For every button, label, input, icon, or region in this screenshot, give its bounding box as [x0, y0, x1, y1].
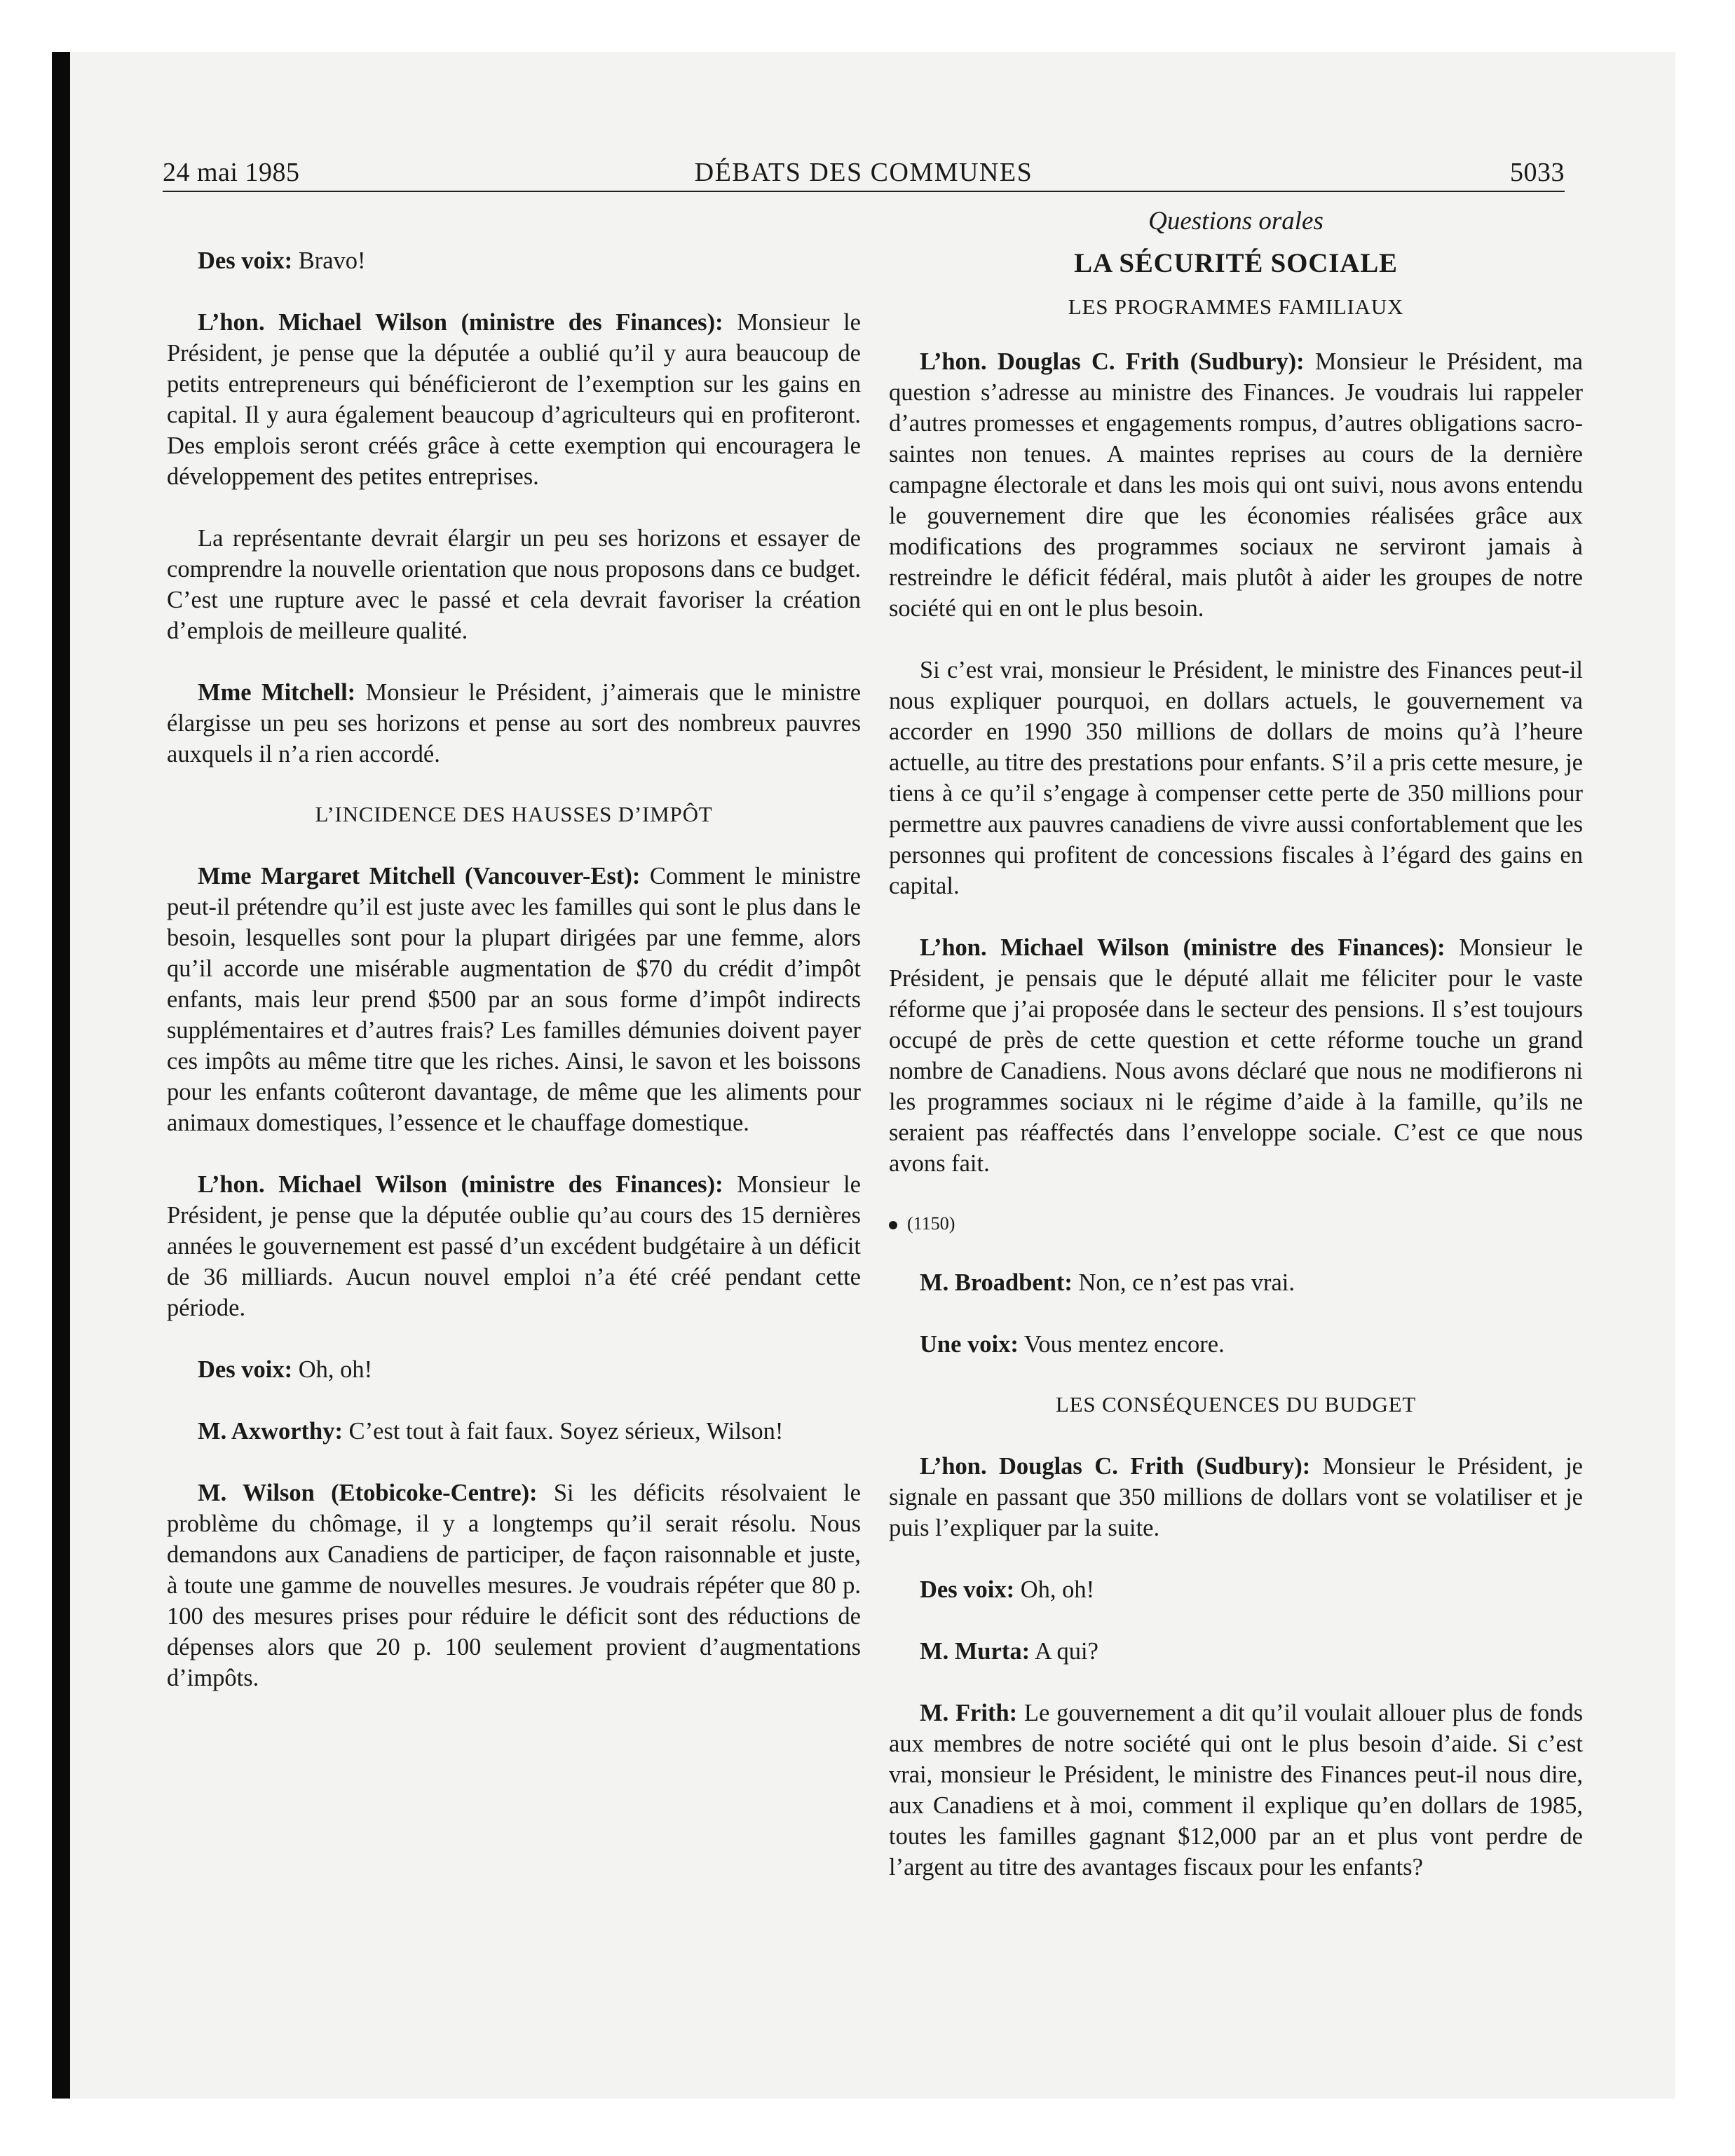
speaker-name: Une voix: — [920, 1331, 1019, 1358]
speech-paragraph — [167, 1354, 861, 1385]
speaker-name: M. Frith: — [920, 1700, 1018, 1726]
speech-text: Monsieur le Président, ma question s’adresse au ministre des Finances. Je voudrais lui rappeler d’autres promesses et engagements rompus, d’autres obligations sacro-saintes non tenues. A maintes reprises au cours de la dernière campagne électorale et dans les mois qui ont suivi, nous avons entendu le gouvernement dire que les économies réalisées grâce aux modifications des programmes sociaux ne serviront jamais à restreindre le déficit fédéral, mais plutôt à aider les groupes de notre société qui en ont le plus besoin. — [889, 348, 1583, 622]
speech-text: Comment le ministre peut-il prétendre qu’il est juste avec les familles qui sont le plus dans le besoin, lesquelles sont pour la plupart dirigées par une femme, alors qu’il accorde une misérable augmentation de $70 du crédit d’impôt enfants, mais leur prend $500 par an sous forme d’impôt indirects supplémentaires et d’autres frais? Les familles démunies doivent payer ces impôts au même titre que les riches. Ainsi, le savon et les boissons pour les enfants coûteront davantage, de même que les aliments pour animaux domestiques, l’essence et le chauffage domestique. — [167, 863, 861, 1136]
speaker-name: M. Broadbent: — [920, 1269, 1073, 1296]
scan-border — [52, 52, 70, 2099]
speaker-name: Des voix: — [920, 1576, 1015, 1603]
speech-paragraph — [167, 1416, 861, 1447]
speaker-name: M. Wilson (Etobicoke-Centre): — [198, 1480, 538, 1506]
speaker-name: L’hon. Michael Wilson (ministre des Finances): — [920, 934, 1445, 961]
bullet-icon — [889, 1221, 897, 1229]
header-rule — [163, 191, 1565, 192]
speech-paragraph — [889, 655, 1583, 901]
speech-text: Monsieur le Président, je pense que la députée oublie qu’au cours des 15 dernières années le gouvernement est passé d’un excédent budgétaire à un déficit de 36 milliards. Aucun nouvel emploi n’a été créé pendant cette période. — [167, 1171, 861, 1321]
speech-text: Monsieur le Président, je signale en passant que 350 millions de dollars vont se volatiliser et je puis l’expliquer par la suite. — [889, 1453, 1583, 1541]
speech-paragraph — [889, 1451, 1583, 1543]
speaker-name: L’hon. Douglas C. Frith (Sudbury): — [920, 1453, 1311, 1480]
speech-paragraph — [889, 346, 1583, 624]
subject-heading: LES PROGRAMMES FAMILIAUX — [1068, 294, 1404, 319]
subject-heading: L’INCIDENCE DES HAUSSES D’IMPÔT — [315, 802, 713, 826]
running-header — [163, 156, 1565, 192]
left-column — [167, 205, 861, 1724]
speech-text: Vous mentez encore. — [1023, 1331, 1225, 1358]
time-marker — [889, 1210, 1583, 1238]
speaker-name: L’hon. Douglas C. Frith (Sudbury): — [920, 348, 1305, 375]
speaker-name: M. Axworthy: — [198, 1418, 343, 1445]
speech-paragraph — [167, 1169, 861, 1323]
speech-paragraph — [889, 932, 1583, 1179]
time-stamp: (1150) — [907, 1213, 955, 1234]
speech-text: Oh, oh! — [298, 1356, 373, 1383]
speech-paragraph — [889, 1574, 1583, 1605]
speech-text: Non, ce n’est pas vrai. — [1078, 1269, 1295, 1296]
speaker-name: Mme Margaret Mitchell (Vancouver-Est): — [198, 863, 641, 889]
speech-text: C’est tout à fait faux. Soyez sérieux, Wilson! — [348, 1418, 784, 1445]
speaker-name: Des voix: — [198, 1356, 293, 1383]
speech-paragraph — [167, 677, 861, 770]
speech-text: Oh, oh! — [1020, 1576, 1095, 1603]
speech-paragraph — [167, 1478, 861, 1693]
speech-text: Monsieur le Président, je pensais que le député allait me féliciter pour le vaste réforme que j’ai proposée dans le secteur des pensions. Il s’est toujours occupé de près de cette question et cette réforme touche un grand nombre de Canadiens. Nous avons déclaré que nous ne modifierons ni les programmes sociaux ni le régime d’aide à la famille, qu’ils ne seraient pas réaffectés dans l’enveloppe sociale. C’est ce que nous avons fait. — [889, 934, 1583, 1177]
speaker-name: M. Murta: — [920, 1638, 1030, 1665]
speech-text: A qui? — [1034, 1638, 1098, 1665]
header-date: 24 mai 1985 — [163, 158, 300, 187]
header-page-number: 5033 — [1510, 158, 1565, 187]
scan-margin — [1686, 52, 1735, 2099]
header-title: DÉBATS DES COMMUNES — [694, 158, 1033, 187]
speaker-name: L’hon. Michael Wilson (ministre des Finances): — [198, 309, 723, 336]
speech-paragraph — [167, 523, 861, 646]
subject-heading: LES CONSÉQUENCES DU BUDGET — [1055, 1392, 1417, 1417]
speech-text: Si c’est vrai, monsieur le Président, le ministre des Finances peut-il nous expliquer pourquoi, en dollars actuels, le gouvernement va accorder en 1990 350 millions de dollars de moins qu’à l’heure actuelle, au titre des prestations pour enfants. S’il a pris cette mesure, je tiens à ce qu’il s’engage à compenser cette perte de 350 millions pour permettre aux pauvres canadiens de vivre aussi confortablement que les personnes qui profitent de concessions fiscales à l’égard des gains en capital. — [889, 657, 1583, 899]
speech-text: Le gouvernement a dit qu’il voulait allouer plus de fonds aux membres de notre société qui ont le plus besoin d’aide. Si c’est vrai, monsieur le Président, le ministre des Finances peut-il nous dire, aux Canadiens et à moi, comment il explique qu’en dollars de 1985, toutes les familles gagnant $12,000 par an et plus vont perdre de l’argent au titre des avantages fiscaux pour les enfants? — [889, 1700, 1584, 1881]
speech-paragraph — [889, 1636, 1583, 1667]
speech-text: Monsieur le Président, je pense que la députée a oublié qu’il y aura beaucoup de petits entrepreneurs qui bénéficieront de l’exemption sur les gains en capital. Il y aura également beaucoup d’agriculteurs qui en profiteront. Des emplois seront créés grâce à cette exemption qui encouragera le développement des petites entreprises. — [167, 309, 861, 490]
speech-paragraph — [889, 1329, 1583, 1360]
speech-text: Bravo! — [298, 247, 366, 274]
speech-paragraph — [889, 1698, 1583, 1883]
right-column — [889, 205, 1583, 1913]
speech-paragraph — [167, 307, 861, 492]
speech-paragraph — [167, 245, 861, 276]
speech-paragraph — [167, 861, 861, 1138]
speaker-name: Des voix: — [198, 247, 293, 274]
speech-text: Si les déficits résolvaient le problème du chômage, il y a longtemps qu’il serait résolu. Nous demandons aux Canadiens de participer, de façon raisonnable et juste, à toute une gamme de nouvelles mesures. Je voudrais répéter que 80 p. 100 des mesures prises pour réduire le déficit sont des réductions de dépenses alors que 20 p. 100 seulement provient d’augmentations d’impôts. — [167, 1480, 861, 1691]
speech-text: La représentante devrait élargir un peu ses horizons et essayer de comprendre la nouvelle orientation que nous proposons dans ce budget. C’est une rupture avec le passé et cela devrait favoriser la création d’emplois de meilleure qualité. — [167, 525, 861, 644]
section-heading-italic: Questions orales — [1148, 207, 1324, 236]
speaker-name: L’hon. Michael Wilson (ministre des Finances): — [198, 1171, 723, 1198]
speech-paragraph — [889, 1267, 1583, 1298]
speech-text: Monsieur le Président, j’aimerais que le ministre élargisse un peu ses horizons et pense au sort des nombreux pauvres auxquels il n’a rien accordé. — [167, 679, 862, 767]
speaker-name: Mme Mitchell: — [198, 679, 356, 706]
section-heading: LA SÉCURITÉ SOCIALE — [1074, 248, 1398, 278]
